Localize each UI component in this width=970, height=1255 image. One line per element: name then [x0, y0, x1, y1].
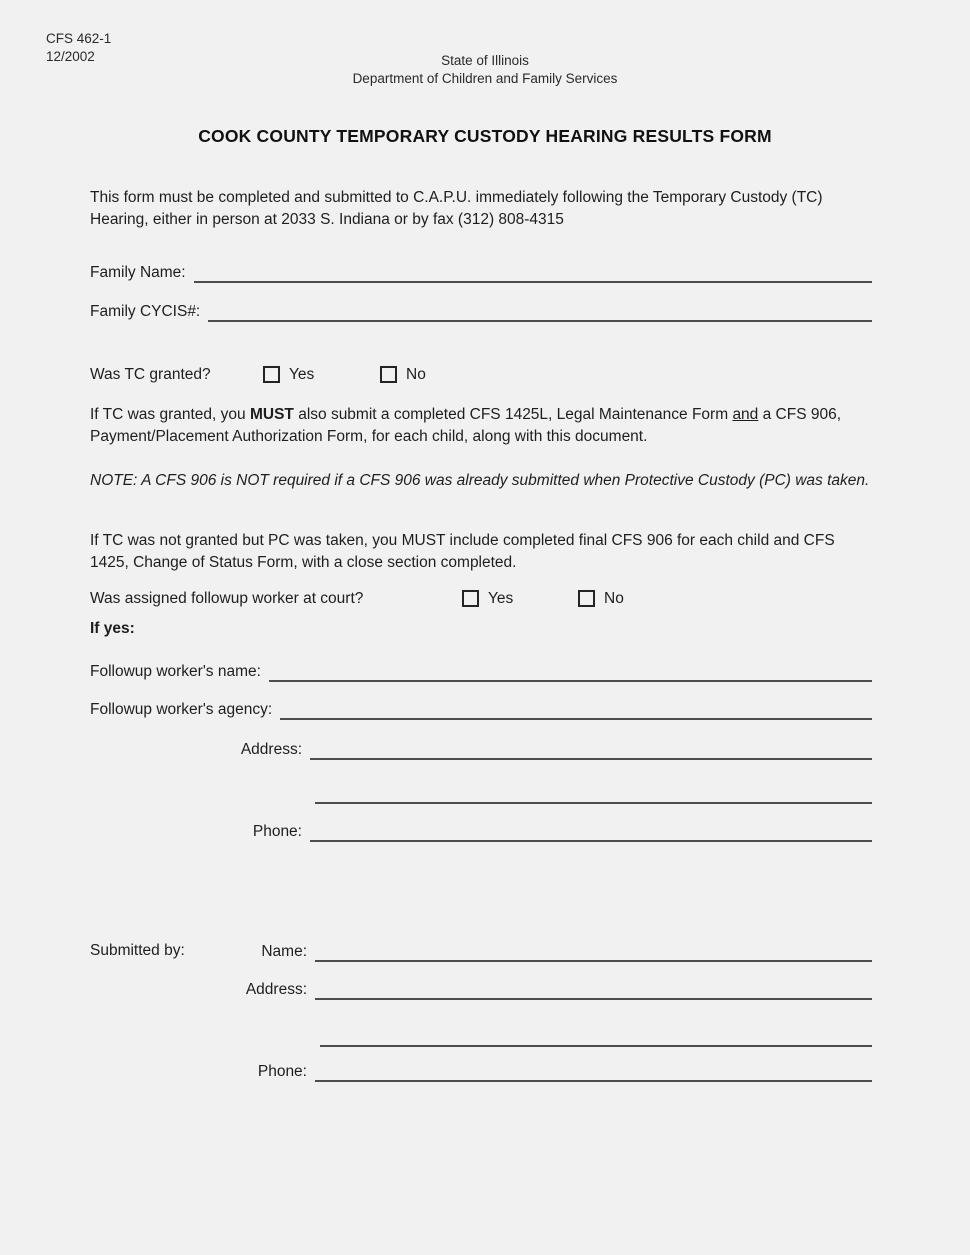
followup-no-checkbox[interactable] [578, 590, 595, 607]
submitted-address-label: Address: [245, 981, 307, 998]
followup-yes-option[interactable] [462, 588, 513, 609]
submitted-phone-label: Phone: [257, 1063, 307, 1080]
tc-granted-yes-option[interactable] [263, 364, 314, 385]
family-cycis-input-line[interactable] [208, 298, 872, 322]
submitted-by-label: Submitted by: [90, 942, 185, 959]
form-title: COOK COUNTY TEMPORARY CUSTODY HEARING RESULTS FORM [198, 126, 772, 146]
followup-no-option[interactable] [578, 588, 624, 609]
family-cycis-row [90, 296, 872, 322]
followup-agency-input-line[interactable] [280, 696, 872, 720]
followup-agency-row [90, 694, 872, 720]
agency-block [0, 52, 970, 88]
tc-granted-no-checkbox[interactable] [380, 366, 397, 383]
family-name-label: Family Name: [90, 264, 186, 281]
agency-department: Department of Children and Family Services [352, 71, 618, 86]
not-granted-instructions-paragraph: If TC was not granted but PC was taken, you MUST include completed final CFS 906 for each child and CFS 1425, Change of Status Form, with a close section completed. [90, 532, 835, 571]
followup-address-label: Address: [240, 741, 302, 758]
followup-no-label: No [604, 590, 624, 607]
submitted-name-input-line[interactable] [315, 938, 872, 962]
tc-granted-yes-label: Yes [289, 366, 315, 383]
form-date: 12/2002 [46, 49, 95, 64]
family-cycis-label: Family CYCIS#: [90, 303, 201, 320]
note-paragraph: NOTE: A CFS 906 is NOT required if a CFS 906 was already submitted when Protective Custody (PC) was taken. [90, 472, 870, 489]
submitted-name-label: Name: [261, 943, 307, 960]
submitted-by-address-row [90, 974, 872, 1000]
granted-text-post: a CFS 906, Payment/Placement Authorization Form, for each child, along with this document. [90, 406, 842, 445]
followup-phone-input-line[interactable] [310, 818, 872, 842]
intro-paragraph: This form must be completed and submitted to C.A.P.U. immediately following the Temporary Custody (TC) Hearing, either in person at 2033 S. Indiana or by fax (312) 808-4315 [90, 189, 823, 228]
granted-text-mid: also submit a completed CFS 1425L, Legal Maintenance Form [293, 406, 733, 423]
followup-yes-checkbox[interactable] [462, 590, 479, 607]
submitted-address-input-line[interactable] [315, 976, 872, 1000]
submitted-phone-input-line[interactable] [315, 1058, 872, 1082]
form-number: CFS 462-1 [46, 31, 112, 46]
granted-text-and: and [732, 406, 759, 423]
tc-granted-question: Was TC granted? [90, 366, 211, 383]
submitted-address-line2-input-line[interactable] [320, 1019, 872, 1047]
followup-address-row [90, 734, 872, 760]
tc-granted-no-label: No [406, 366, 426, 383]
granted-text-pre: If TC was granted, you [90, 406, 250, 423]
followup-yes-label: Yes [488, 590, 514, 607]
followup-address-line2-input-line[interactable] [315, 776, 872, 804]
followup-name-input-line[interactable] [269, 658, 872, 682]
followup-address-input-line[interactable] [310, 736, 872, 760]
followup-worker-question-row [90, 588, 872, 612]
followup-name-label: Followup worker's name: [90, 663, 261, 680]
followup-phone-label: Phone: [252, 823, 302, 840]
agency-state: State of Illinois [441, 53, 529, 68]
followup-name-row [90, 656, 872, 682]
tc-granted-yes-checkbox[interactable] [263, 366, 280, 383]
followup-phone-row [90, 816, 872, 842]
if-yes-heading: If yes: [90, 620, 135, 637]
followup-agency-label: Followup worker's agency: [90, 701, 273, 718]
followup-worker-question: Was assigned followup worker at court? [90, 590, 364, 607]
tc-granted-row [90, 364, 872, 388]
submitted-by-name-row [90, 936, 872, 962]
submitted-by-phone-row [90, 1056, 872, 1082]
family-name-input-line[interactable] [194, 259, 872, 283]
tc-granted-no-option[interactable] [380, 364, 426, 385]
granted-instructions-paragraph [90, 404, 872, 448]
family-name-row [90, 257, 872, 283]
granted-text-must: MUST [249, 406, 294, 423]
